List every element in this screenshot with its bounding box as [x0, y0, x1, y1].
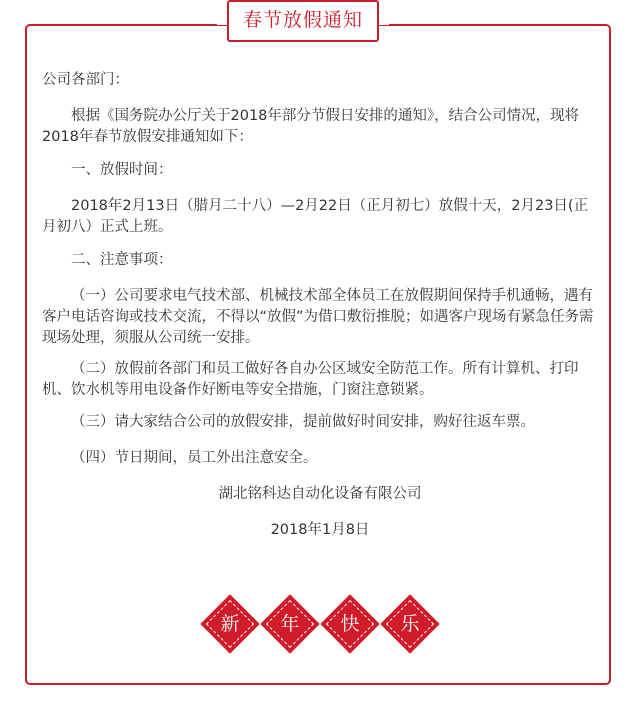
greeting-char: 乐 — [400, 613, 420, 635]
holiday-dates: 2018年2月13日（腊月二十八）—2月22日（正月初七）放假十天，2月23日(正月初八）正式上班。 — [42, 198, 589, 235]
notice-title: 春节放假通知 — [227, 0, 379, 42]
greeting-diamond-3 — [320, 594, 380, 654]
greeting-char: 年 — [280, 613, 300, 635]
greeting-diamond-4 — [380, 594, 440, 654]
note-item-2: （二）放假前各部门和员工做好各自办公区域安全防范工作。所有计算机、打印机、饮水机等用电设备作好断电等安全措施，门窗注意锁紧。 — [42, 361, 579, 398]
greeting-char: 新 — [220, 613, 240, 635]
section2-heading: 二、注意事项： — [71, 252, 173, 268]
greeting-char: 快 — [340, 613, 360, 635]
greeting: 公司各部门： — [42, 72, 129, 88]
greeting-diamond-2 — [260, 594, 320, 654]
note-item-4: （四）节日期间，员工外出注意安全。 — [71, 450, 318, 466]
greeting-diamond-1 — [200, 594, 260, 654]
note-item-3: （三）请大家结合公司的放假安排，提前做好时间安排，购好往返车票。 — [71, 414, 535, 430]
intro-paragraph: 根据《国务院办公厅关于2018年部分节假日安排的通知》，结合公司情况，现将2018年春节放假安排通知如下： — [42, 108, 580, 145]
company-name: 湖北铭科达自动化设备有限公司 — [218, 486, 422, 502]
new-year-greeting — [200, 594, 440, 654]
note-item-1: （一）公司要求电气技术部、机械技术部全体员工在放假期间保持手机通畅，遇有客户电话咨询或技术交流，不得以“放假”为借口敷衍推脱；如遇客户现场有紧急任务需现场处理，须服从公司统一安排。 — [42, 288, 594, 346]
notice-date: 2018年1月8日 — [270, 522, 370, 538]
section1-heading: 一、放假时间： — [71, 162, 173, 178]
